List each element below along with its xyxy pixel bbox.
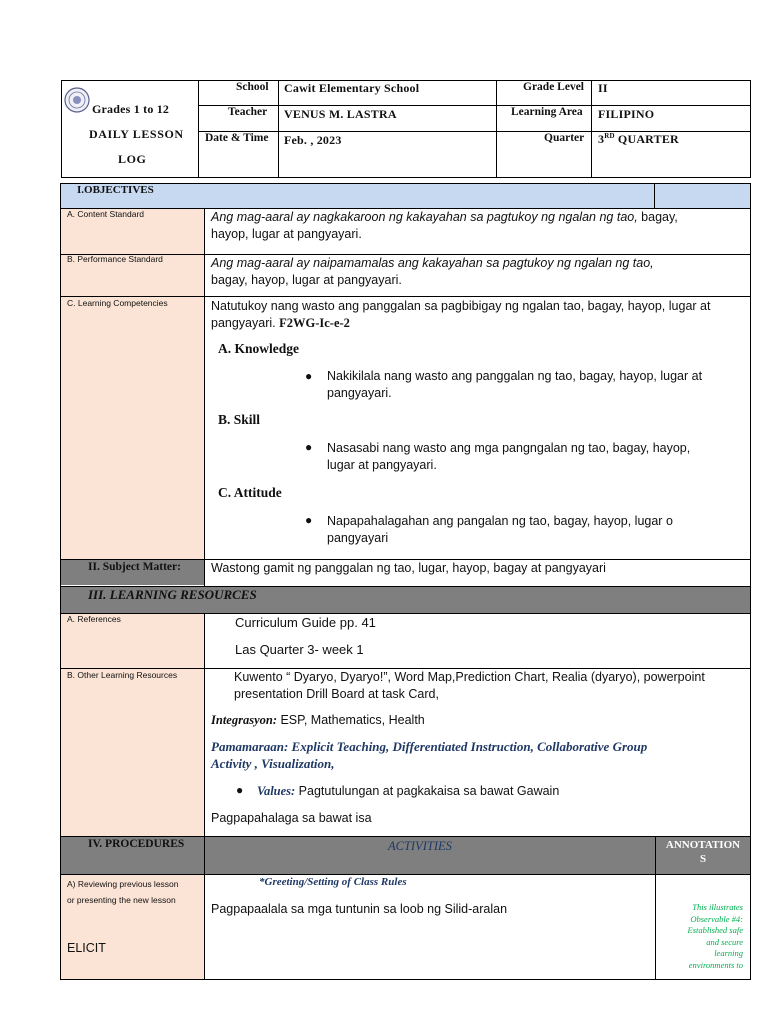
teacher-value: VENUS M. LASTRA	[284, 107, 397, 121]
learning-competencies-text: Natutukoy nang wasto ang panggalan sa pagbibigay ng ngalan tao, bagay, hayop, lugar at pangyayari. F2WG-Ic-e-2	[211, 299, 711, 330]
skill-text: Nasasabi nang wasto ang mga pangngalan ng tao, bagay, hayop, lugar at pangyayari.	[327, 441, 691, 472]
reference-1: Curriculum Guide pp. 41	[235, 615, 376, 630]
subject-matter-value: Wastong gamit ng panggalan ng tao, lugar, hayop, bagay at pangyayari	[211, 561, 606, 575]
other-resources-label: B. Other Learning Resources	[67, 670, 178, 680]
dll-title-line2: DAILY LESSON	[89, 127, 184, 141]
bullet-icon: ●	[305, 369, 313, 383]
bullet-icon: ●	[305, 440, 313, 454]
elicit-label: ELICIT	[67, 941, 106, 955]
datetime-value: Feb. , 2023	[284, 133, 342, 147]
bullet-icon: ●	[305, 513, 313, 527]
annotation-note: This illustrates Observable #4: Established safe and secure learning environments to	[687, 902, 743, 970]
skill-heading: B. Skill	[218, 412, 261, 427]
greeting-rules: *Greeting/Setting of Class Rules	[259, 876, 407, 888]
content-standard-label: A. Content Standard	[67, 209, 145, 219]
references-label: A. References	[67, 614, 121, 624]
procedures-heading: IV. PROCEDURES	[88, 838, 185, 850]
quarter-label: Quarter	[544, 132, 585, 144]
content-standard-text: Ang mag-aaral ay nagkakaroon ng kakayahan sa pagtukoy ng ngalan ng tao, bagay, hayop, lugar at pangyayari.	[211, 210, 678, 241]
activities-heading: ACTIVITIES	[388, 839, 452, 853]
datetime-label: Date & Time	[205, 132, 269, 144]
learning-area-value: FILIPINO	[598, 107, 655, 121]
pagpapahalaga: Pagpapahalaga sa bawat isa	[211, 811, 372, 825]
pamamaraan: Pamamaraan: Explicit Teaching, Differentiated Instruction, Collaborative Group Activity , Visualization,	[211, 739, 648, 771]
pagpapaalala: Pagpapaalala sa mga tuntunin sa loob ng Silid-aralan	[211, 902, 508, 916]
dll-title-line1: Grades 1 to 12	[92, 102, 170, 116]
knowledge-text: Nakikilala nang wasto ang panggalan ng tao, bagay, hayop, lugar at pangyayari.	[327, 369, 703, 400]
learning-resources-heading: III. LEARNING RESOURCES	[88, 587, 257, 602]
quarter-value: 3RD QUARTER	[598, 132, 679, 146]
learning-area-label: Learning Area	[511, 106, 583, 118]
knowledge-heading: A. Knowledge	[218, 341, 299, 356]
attitude-text: Napapahalagahan ang pangalan ng tao, bagay, hayop, lugar o pangyayari	[327, 514, 673, 545]
annotations-heading: ANNOTATION S	[665, 839, 741, 865]
objectives-heading: I.OBJECTIVES	[77, 184, 154, 196]
deped-seal-logo	[64, 87, 90, 113]
subject-matter-label: II. Subject Matter:	[88, 561, 181, 573]
other-resources-text: Kuwento “ Dyaryo, Dyaryo!”, Word Map,Prediction Chart, Realia (dyaryo), powerpoint presentation Drill Board at task Card,	[234, 670, 705, 701]
teacher-label: Teacher	[228, 106, 268, 118]
integrasyon: Integrasyon: ESP, Mathematics, Health	[211, 713, 425, 727]
school-value: Cawit Elementary School	[284, 81, 420, 95]
bullet-icon: ●	[236, 783, 244, 797]
grade-level-label: Grade Level	[523, 81, 584, 93]
school-label: School	[236, 81, 269, 93]
values: Values: Pagtutulungan at pagkakaisa sa bawat Gawain	[257, 784, 560, 798]
review-label: A) Reviewing previous lesson or presenting the new lesson	[67, 879, 179, 905]
reference-2: Las Quarter 3- week 1	[235, 642, 364, 657]
attitude-heading: C. Attitude	[218, 485, 282, 500]
dll-title-line3: LOG	[118, 152, 147, 166]
grade-level-value: II	[598, 81, 608, 95]
performance-standard-text: Ang mag-aaral ay naipamamalas ang kakayahan sa pagtukoy ng ngalan ng tao, bagay, hayop, lugar at pangyayari.	[211, 256, 654, 287]
performance-standard-label: B. Performance Standard	[67, 254, 163, 264]
learning-competencies-label: C. Learning Competencies	[67, 298, 168, 308]
